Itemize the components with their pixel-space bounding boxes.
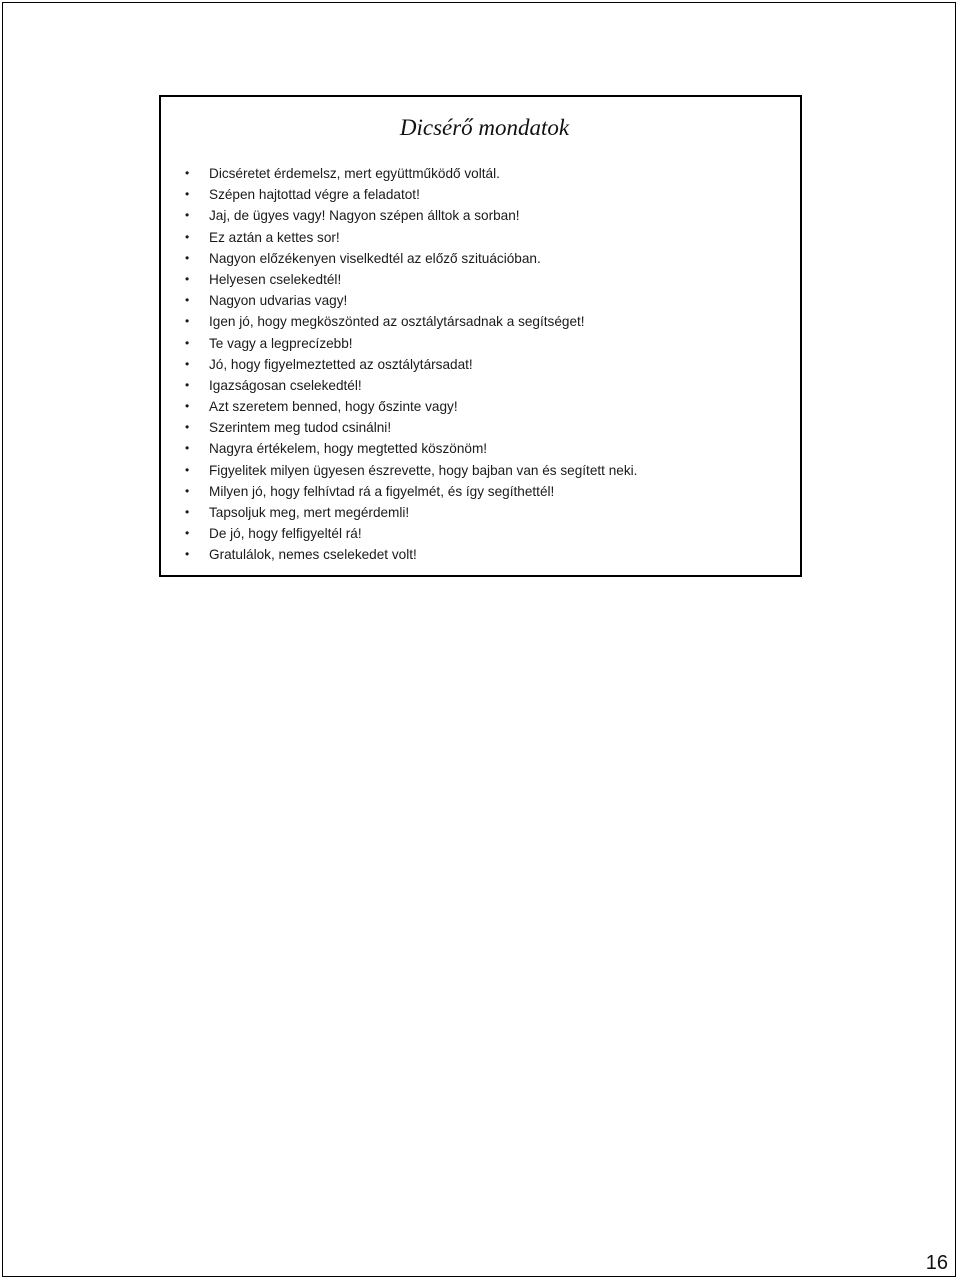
list-item: [183, 290, 637, 311]
list-item-text: Igazságosan cselekedtél!: [209, 377, 362, 393]
list-item: [183, 417, 637, 438]
bullet-icon: •: [185, 250, 190, 265]
bullet-icon: •: [185, 441, 190, 456]
list-item-text: De jó, hogy felfigyeltél rá!: [209, 526, 362, 542]
list-item-text: Ez aztán a kettes sor!: [209, 229, 340, 245]
list-item: [183, 375, 637, 396]
bullet-icon: •: [185, 314, 190, 329]
list-item: [183, 438, 637, 459]
bullet-icon: •: [185, 293, 190, 308]
bullet-icon: •: [185, 208, 190, 223]
list-item: [183, 311, 637, 332]
list-item-text: Te vagy a legprecízebb!: [209, 335, 353, 351]
list-item: [183, 163, 637, 184]
bullet-icon: •: [185, 505, 190, 519]
list-item-text: Azt szeretem benned, hogy őszinte vagy!: [209, 399, 458, 415]
bullet-icon: •: [185, 399, 190, 414]
slide-box: [159, 95, 802, 577]
list-item: [183, 248, 637, 269]
list-item-text: Gratulálok, nemes cselekedet volt!: [209, 547, 417, 563]
list-item: [183, 481, 637, 502]
list-item-text: Szépen hajtottad végre a feladatot!: [209, 187, 420, 203]
bullet-icon: •: [185, 420, 190, 435]
list-item: [183, 205, 637, 226]
list-item: [183, 523, 637, 544]
bullet-icon: •: [185, 356, 190, 371]
bullet-icon: •: [185, 377, 190, 392]
bullet-icon: •: [185, 229, 190, 244]
list-item-text: Dicséretet érdemelsz, mert együttműködő voltál.: [209, 166, 500, 181]
list-item: [183, 460, 637, 481]
list-item: [183, 227, 637, 248]
list-item: [183, 184, 637, 205]
list-item-text: Szerintem meg tudod csinálni!: [209, 420, 392, 436]
list-item: [183, 544, 637, 565]
bullet-icon: •: [185, 462, 190, 477]
bullet-icon: •: [185, 166, 190, 180]
list-item-text: Nagyra értékelem, hogy megtetted köszönöm!: [209, 441, 488, 457]
bullet-icon: •: [185, 526, 190, 541]
list-item-text: Nagyon előzékenyen viselkedtél az előző szituációban.: [209, 250, 541, 266]
list-item: [183, 396, 637, 417]
page-number: 16: [925, 1252, 948, 1274]
list-item-text: Milyen jó, hogy felhívtad rá a figyelmét, és így segíthettél!: [209, 483, 555, 499]
bullet-icon: •: [185, 483, 190, 498]
list-item-text: Jó, hogy figyelmeztetted az osztálytársadat!: [209, 356, 473, 372]
praise-list: [183, 163, 637, 566]
list-item: [183, 502, 637, 523]
bullet-icon: •: [185, 271, 190, 286]
list-item-text: Jaj, de ügyes vagy! Nagyon szépen álltok a sorban!: [209, 208, 520, 224]
list-item: [183, 354, 637, 375]
list-item-text: Tapsoljuk meg, mert megérdemli!: [209, 505, 410, 520]
list-item-text: Helyesen cselekedtél!: [209, 271, 342, 287]
list-item-text: Nagyon udvarias vagy!: [209, 293, 348, 309]
slide-title: Dicsérő mondatok: [399, 115, 570, 140]
bullet-icon: •: [185, 187, 190, 202]
list-item-text: Igen jó, hogy megköszönted az osztálytársadnak a segítséget!: [209, 314, 585, 330]
bullet-icon: •: [185, 335, 190, 350]
list-item-text: Figyelitek milyen ügyesen észrevette, hogy bajban van és segített neki.: [209, 462, 638, 478]
list-item: [183, 333, 637, 354]
bullet-icon: •: [185, 547, 190, 562]
list-item: [183, 269, 637, 290]
